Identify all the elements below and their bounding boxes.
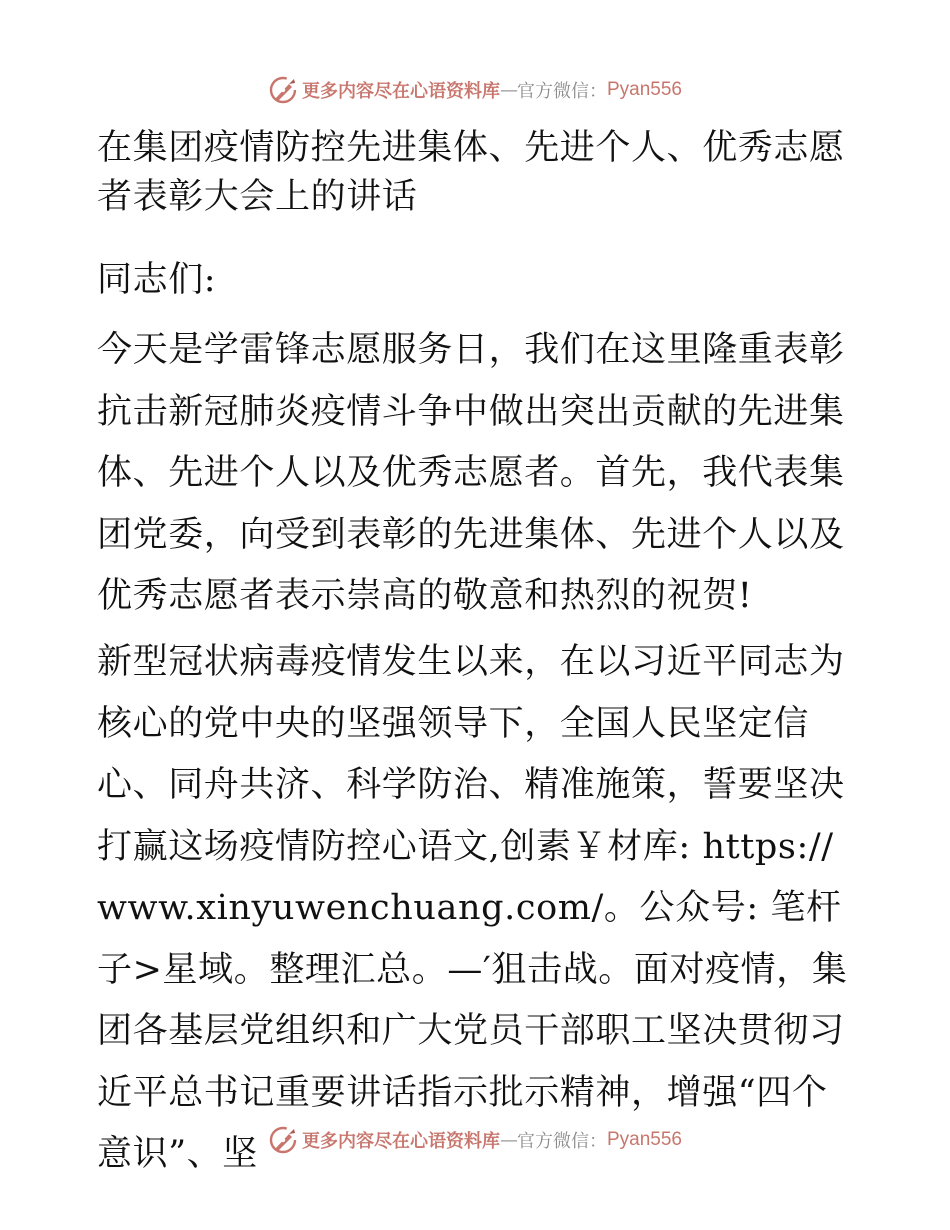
quill-pen-logo-icon — [268, 1125, 298, 1155]
official-wechat-label: 官方微信： — [516, 1131, 607, 1152]
official-wechat-label: 官方微信： — [516, 81, 607, 102]
quill-pen-logo-icon — [268, 75, 298, 105]
body-paragraph: 新型冠状病毒疫情发生以来，在以习近平同志为核心的党中央的坚强领导下，全国人民坚定信心、同舟共济、科学防治、精准施策，誓要坚决打赢这场疫情防控心语文,创素￥材库: https://www.xinyuwenchuang.com/。公众号: 笔杆子>星域。整理汇总。—′狙击战。面对疫情，集团各基层党组织和广大党员干部职工坚决贯彻习近平总书记重要讲话指示批示精神，增强“四个意识”、坚 — [97, 642, 848, 1174]
wechat-handle: Pyan556 — [606, 79, 682, 100]
separator-dash: — — [499, 79, 517, 101]
body-paragraph: 今天是学雷锋志愿服务日，我们在这里隆重表彰抗击新冠肺炎疫情斗争中做出突出贡献的先进集体、先进个人以及优秀志愿者。首先，我代表集团党委，向受到表彰的先进集体、先进个人以及优秀志愿者表示崇高的敬意和热烈的祝贺! — [97, 330, 845, 616]
brand-name: 更多内容尽在心语资料库 — [301, 1131, 500, 1152]
document-title: 在集团疫情防控先进集体、先进个人、优秀志愿者表彰大会上的讲话 — [97, 128, 845, 217]
header-watermark-banner — [0, 73, 950, 107]
footer-watermark-banner — [0, 1123, 950, 1157]
brand-name: 更多内容尽在心语资料库 — [301, 81, 500, 102]
wechat-handle: Pyan556 — [606, 1129, 682, 1150]
greeting-paragraph: 同志们: — [97, 260, 217, 300]
separator-dash: — — [499, 1129, 517, 1151]
